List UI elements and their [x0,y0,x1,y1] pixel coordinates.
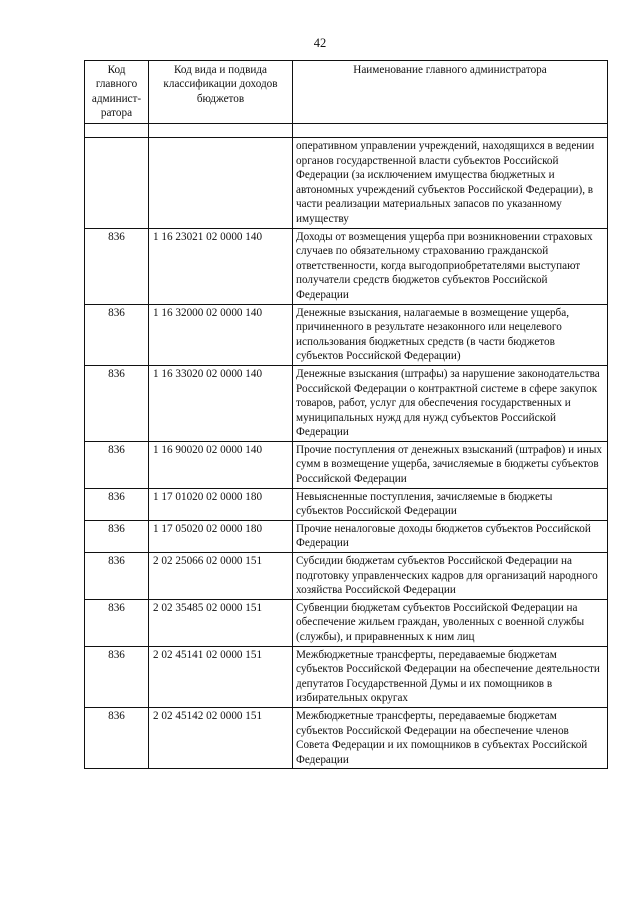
table-row [85,599,608,646]
admin-code-cell [85,138,149,229]
admin-code-cell: 836 [85,646,149,707]
table-row [85,553,608,600]
table-row [85,304,608,365]
classification-code-cell: 1 16 90020 02 0000 140 [149,441,293,488]
administrator-name-cell: Межбюджетные трансферты, передаваемые бюджетам субъектов Российской Федерации на обеспечение деятельности депутатов Государственной Думы и их помощников в избирательных округах [293,646,608,707]
header-spacer-row [85,124,608,138]
classification-code-cell: 1 16 32000 02 0000 140 [149,304,293,365]
administrator-name-cell: Невыясненные поступления, зачисляемые в бюджеты субъектов Российской Федерации [293,488,608,520]
table-row [85,520,608,552]
administrator-name-cell: Денежные взыскания, налагаемые в возмещение ущерба, причиненного в результате незаконного или нецелевого использования бюджетных средств (в части бюджетов субъектов Российской Федерации) [293,304,608,365]
table-row [85,228,608,304]
table-row [85,441,608,488]
classification-code-cell: 2 02 25066 02 0000 151 [149,553,293,600]
table-row [85,138,608,229]
table-row [85,488,608,520]
classification-code-cell: 1 16 33020 02 0000 140 [149,365,293,441]
classification-code-cell: 2 02 45141 02 0000 151 [149,646,293,707]
administrator-name-cell: Доходы от возмещения ущерба при возникновении страховых случаев по обязательному страхованию гражданской ответственности, когда выгодоприобретателями выступают получатели средств бюджетов субъектов Российской Федерации [293,228,608,304]
admin-code-cell: 836 [85,304,149,365]
administrator-name-cell: Денежные взыскания (штрафы) за нарушение законодательства Российской Федерации о контрактной системе в сфере закупок товаров, работ, услуг для обеспечения государственных и муниципальных нужд для нужд субъектов Российской Федерации [293,365,608,441]
header-classification-code: Код вида и подвида классификации доходов бюджетов [149,61,293,124]
table-row [85,646,608,707]
administrator-name-cell: оперативном управлении учреждений, находящихся в ведении органов государственной власти субъектов Российской Федерации (за исключением имущества бюджетных и автономных учреждений субъектов Российской Федерации), в части реализации материальных запасов по указанному имуществу [293,138,608,229]
table-row [85,365,608,441]
admin-code-cell: 836 [85,520,149,552]
administrator-name-cell: Прочие неналоговые доходы бюджетов субъектов Российской Федерации [293,520,608,552]
admin-code-cell: 836 [85,553,149,600]
classification-code-cell [149,138,293,229]
income-classification-table [84,60,608,769]
table-header-row [85,61,608,124]
administrator-name-cell: Субвенции бюджетам субъектов Российской Федерации на обеспечение жильем граждан, уволенных с военной службы (службы), и приравненных к ним лиц [293,599,608,646]
header-admin-code: Код главного админист-ратора [85,61,149,124]
administrator-name-cell: Прочие поступления от денежных взысканий (штрафов) и иных сумм в возмещение ущерба, зачисляемые в бюджеты субъектов Российской Федерации [293,441,608,488]
header-administrator-name: Наименование главного администратора [293,61,608,124]
classification-code-cell: 1 17 05020 02 0000 180 [149,520,293,552]
admin-code-cell: 836 [85,228,149,304]
classification-code-cell: 1 16 23021 02 0000 140 [149,228,293,304]
table-row [85,707,608,768]
admin-code-cell: 836 [85,488,149,520]
page-number: 42 [313,36,327,50]
admin-code-cell: 836 [85,441,149,488]
classification-code-cell: 2 02 45142 02 0000 151 [149,707,293,768]
administrator-name-cell: Межбюджетные трансферты, передаваемые бюджетам субъектов Российской Федерации на обеспечение членов Совета Федерации и их помощников в субъектах Российской Федерации [293,707,608,768]
admin-code-cell: 836 [85,707,149,768]
classification-code-cell: 2 02 35485 02 0000 151 [149,599,293,646]
admin-code-cell: 836 [85,599,149,646]
administrator-name-cell: Субсидии бюджетам субъектов Российской Федерации на подготовку управленческих кадров для организаций народного хозяйства Российской Федерации [293,553,608,600]
classification-code-cell: 1 17 01020 02 0000 180 [149,488,293,520]
admin-code-cell: 836 [85,365,149,441]
